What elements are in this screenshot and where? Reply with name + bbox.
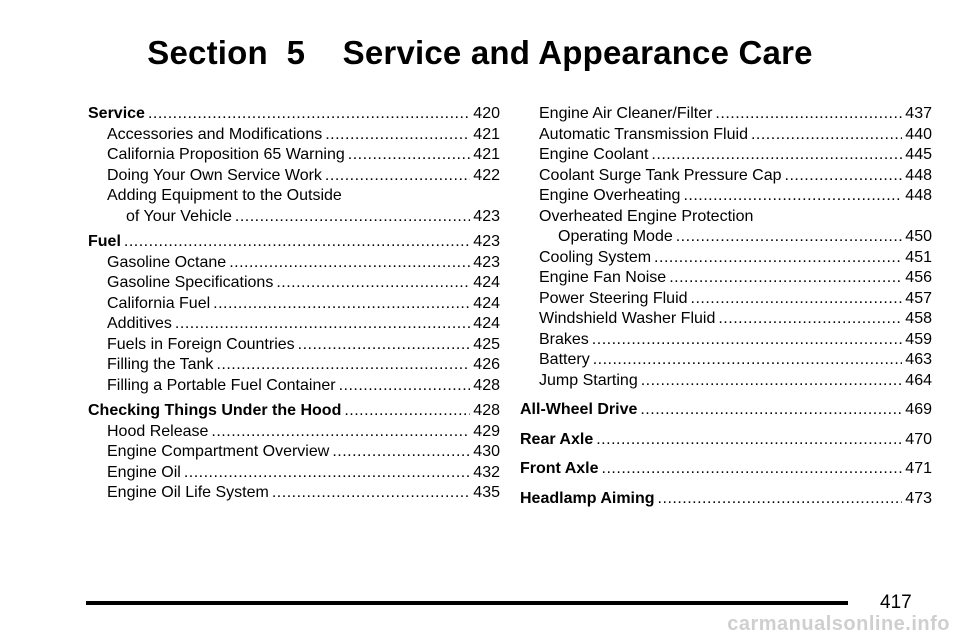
dot-leader bbox=[213, 294, 470, 315]
dot-leader bbox=[602, 459, 903, 480]
toc-entry-page: 430 bbox=[473, 443, 500, 460]
dot-leader bbox=[669, 268, 902, 289]
dot-leader bbox=[298, 335, 471, 356]
toc-entry-label: Accessories and Modifications bbox=[107, 125, 323, 143]
toc-entry-page: 432 bbox=[473, 463, 500, 481]
toc-entry-label: Doing Your Own Service Work bbox=[107, 166, 322, 184]
toc-entry-label: Coolant Surge Tank Pressure Cap bbox=[539, 166, 782, 184]
toc-entry bbox=[520, 104, 932, 125]
toc-entry bbox=[88, 442, 500, 463]
dot-leader bbox=[658, 489, 903, 510]
toc-entry-page: 437 bbox=[905, 105, 932, 122]
toc-entry-page: 448 bbox=[905, 166, 932, 184]
toc-entry-label: Rear Axle bbox=[520, 430, 594, 448]
toc-heading-entry bbox=[520, 459, 932, 480]
toc-entry bbox=[520, 350, 932, 371]
toc-entry bbox=[520, 371, 932, 392]
toc-entry-page: 424 bbox=[473, 294, 500, 312]
toc-entry bbox=[88, 253, 500, 274]
dot-leader bbox=[332, 442, 470, 463]
page-number: 417 bbox=[880, 592, 912, 613]
toc-entry-label: All-Wheel Drive bbox=[520, 401, 638, 418]
dot-leader bbox=[211, 422, 470, 443]
toc-entry bbox=[520, 330, 932, 351]
toc-left-column bbox=[88, 104, 500, 504]
toc-entry-page: 428 bbox=[473, 402, 500, 419]
toc-entry-page: 421 bbox=[473, 146, 500, 163]
toc-entry-label: Engine Air Cleaner/Filter bbox=[539, 105, 713, 122]
dot-leader bbox=[751, 125, 902, 146]
toc-entry-label: Gasoline Specifications bbox=[107, 274, 274, 291]
dot-leader bbox=[124, 232, 470, 253]
toc-heading-entry bbox=[520, 489, 932, 510]
dot-leader bbox=[235, 207, 470, 228]
toc-entry-label: Fuels in Foreign Countries bbox=[107, 335, 295, 353]
toc-entry-label: Jump Starting bbox=[539, 371, 638, 389]
toc-entry-page: 469 bbox=[905, 401, 932, 418]
toc-entry bbox=[88, 145, 500, 166]
toc-entry-label: Cooling System bbox=[539, 248, 652, 266]
toc-entry-label: Engine Coolant bbox=[539, 146, 649, 163]
toc-entry-label: Automatic Transmission Fluid bbox=[539, 125, 748, 143]
dot-leader bbox=[175, 314, 470, 335]
toc-entry-page: 456 bbox=[905, 269, 932, 286]
toc-entry-page: 423 bbox=[473, 207, 500, 225]
dot-leader bbox=[344, 401, 470, 422]
toc-right-column bbox=[520, 104, 932, 509]
toc-entry-label: Filling a Portable Fuel Container bbox=[107, 376, 336, 394]
toc-entry-label: Engine Oil bbox=[107, 463, 181, 481]
toc-entry bbox=[88, 314, 500, 335]
toc-entry-label: Headlamp Aiming bbox=[520, 489, 655, 507]
toc-entry-page: 421 bbox=[473, 125, 500, 143]
toc-entry-label: Power Steering Fluid bbox=[539, 289, 688, 307]
toc-heading-entry bbox=[88, 401, 500, 422]
dot-leader bbox=[683, 186, 902, 207]
toc-entry bbox=[520, 125, 932, 146]
footer-rule bbox=[86, 601, 848, 605]
dot-leader bbox=[641, 371, 903, 392]
toc-entry-label: Engine Overheating bbox=[539, 187, 681, 204]
toc-entry-label: Gasoline Octane bbox=[107, 253, 227, 271]
toc-entry-label: Engine Compartment Overview bbox=[107, 443, 330, 460]
toc-entry bbox=[88, 125, 500, 146]
toc-entry bbox=[520, 289, 932, 310]
toc-entry-page: 425 bbox=[473, 335, 500, 353]
toc-entry-page: 424 bbox=[473, 315, 500, 332]
toc-entry-page: 448 bbox=[905, 187, 932, 204]
dot-leader bbox=[272, 483, 470, 504]
toc-entry bbox=[520, 186, 932, 207]
toc-entry-page: 428 bbox=[473, 376, 500, 394]
toc-entry-label-line1: Overheated Engine Protection bbox=[539, 207, 754, 225]
toc-entry bbox=[88, 422, 500, 443]
toc-entry-page: 445 bbox=[905, 146, 932, 163]
toc-entry-page: 470 bbox=[905, 430, 932, 448]
toc-entry bbox=[88, 294, 500, 315]
dot-leader bbox=[596, 430, 902, 451]
dot-leader bbox=[276, 273, 470, 294]
toc-entry-page: 457 bbox=[905, 289, 932, 307]
toc-entry bbox=[88, 207, 500, 228]
toc-entry-page: 424 bbox=[473, 274, 500, 291]
toc-entry-page: 464 bbox=[905, 371, 932, 389]
toc-entry-page: 422 bbox=[473, 166, 500, 184]
dot-leader bbox=[339, 376, 471, 397]
dot-leader bbox=[651, 145, 902, 166]
toc-heading-entry bbox=[88, 104, 500, 125]
toc-entry-page: 463 bbox=[905, 351, 932, 368]
toc-heading-entry bbox=[88, 232, 500, 253]
toc-entry-label: Front Axle bbox=[520, 460, 599, 477]
toc-heading-entry bbox=[520, 400, 932, 421]
toc-entry-page: 459 bbox=[905, 330, 932, 348]
toc-entry bbox=[520, 166, 932, 187]
toc-entry-page: 473 bbox=[905, 489, 932, 507]
toc-entry-page: 440 bbox=[905, 125, 932, 143]
toc-entry bbox=[88, 273, 500, 294]
dot-leader bbox=[325, 166, 470, 187]
dot-leader bbox=[640, 400, 902, 421]
toc-entry bbox=[88, 376, 500, 397]
dot-leader bbox=[715, 104, 902, 125]
toc-entry-page: 420 bbox=[473, 105, 500, 122]
dot-leader bbox=[325, 125, 470, 146]
toc-entry-page: 435 bbox=[473, 484, 500, 501]
dot-leader bbox=[348, 145, 471, 166]
toc-entry-page: 458 bbox=[905, 310, 932, 327]
toc-entry bbox=[88, 483, 500, 504]
dot-leader bbox=[654, 248, 902, 269]
dot-leader bbox=[184, 463, 470, 484]
section-title: Section 5 Service and Appearance Care bbox=[147, 34, 813, 71]
dot-leader bbox=[592, 330, 903, 351]
toc-entry-label: Operating Mode bbox=[558, 228, 673, 245]
toc-entry-label: Fuel bbox=[88, 233, 121, 250]
toc-entry-page: 471 bbox=[905, 460, 932, 477]
toc-entry-label: Additives bbox=[107, 315, 172, 332]
watermark: carmanualsonline.info bbox=[727, 613, 950, 635]
toc-entry-label: Brakes bbox=[539, 330, 589, 348]
dot-leader bbox=[216, 355, 470, 376]
toc-entry-page: 423 bbox=[473, 233, 500, 250]
toc-entry-label: Hood Release bbox=[107, 422, 209, 440]
toc-entry-label: Service bbox=[88, 105, 145, 122]
toc-entry-label: Engine Oil Life System bbox=[107, 484, 269, 501]
toc-entry-label: Battery bbox=[539, 351, 590, 368]
toc-entry-label: Windshield Washer Fluid bbox=[539, 310, 716, 327]
dot-leader bbox=[718, 309, 902, 330]
toc-entry bbox=[88, 355, 500, 376]
dot-leader bbox=[691, 289, 903, 310]
toc-entry bbox=[88, 335, 500, 356]
dot-leader bbox=[148, 104, 470, 125]
toc-heading-entry bbox=[520, 430, 932, 451]
toc-entry-label: California Proposition 65 Warning bbox=[107, 146, 345, 163]
toc-entry bbox=[520, 248, 932, 269]
toc-entry bbox=[520, 268, 932, 289]
toc-entry-label: California Fuel bbox=[107, 294, 211, 312]
toc-entry bbox=[520, 227, 932, 248]
dot-leader bbox=[676, 227, 903, 248]
toc-entry-page: 423 bbox=[473, 253, 500, 271]
toc-entry-page: 429 bbox=[473, 422, 500, 440]
dot-leader bbox=[785, 166, 903, 187]
toc-entry-label: Engine Fan Noise bbox=[539, 269, 667, 286]
toc-entry-page: 450 bbox=[905, 228, 932, 245]
toc-entry-page: 426 bbox=[473, 356, 500, 373]
dot-leader bbox=[229, 253, 470, 274]
dot-leader bbox=[593, 350, 903, 371]
toc-entry-label: Checking Things Under the Hood bbox=[88, 402, 342, 419]
toc-entry-label-line1: Adding Equipment to the Outside bbox=[107, 187, 342, 204]
toc-entry-page: 451 bbox=[905, 248, 932, 266]
toc-entry bbox=[88, 166, 500, 187]
toc-entry-label: of Your Vehicle bbox=[126, 207, 232, 225]
toc-entry bbox=[520, 145, 932, 166]
toc-entry bbox=[88, 463, 500, 484]
toc-entry-label: Filling the Tank bbox=[107, 356, 214, 373]
toc-entry bbox=[520, 309, 932, 330]
